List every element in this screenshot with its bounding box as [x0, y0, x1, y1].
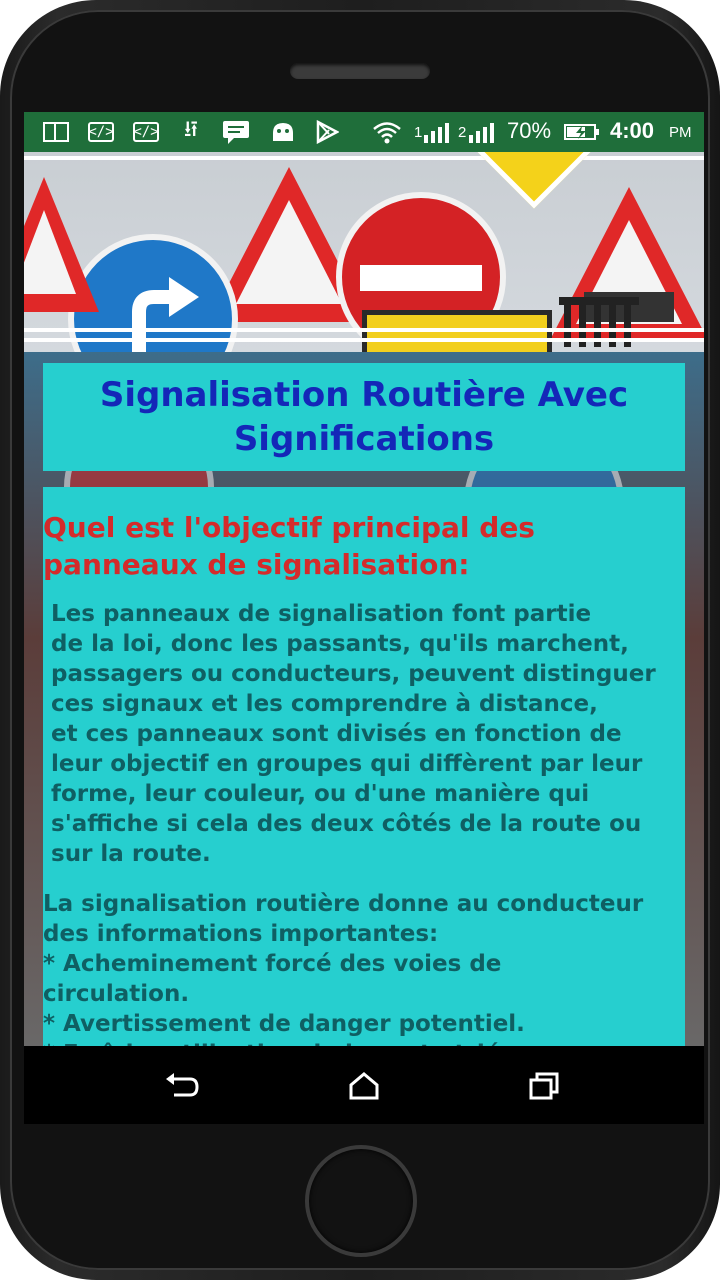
sim2-label: 2: [458, 124, 467, 141]
wifi-icon: [372, 120, 402, 144]
message-icon: [221, 120, 251, 144]
arrow-icon: [114, 272, 204, 362]
page-title: Signalisation Routière Avec Significations: [99, 375, 629, 459]
clock: 4:00: [610, 118, 655, 143]
back-icon[interactable]: [164, 1068, 200, 1104]
code-icon: </>: [88, 124, 114, 140]
sim1-label: 1: [414, 124, 423, 141]
status-bar: [24, 112, 704, 152]
question-heading: Quel est l'objectif principal des panneaux de signalisation:: [43, 511, 535, 581]
play-store-icon: [314, 120, 340, 144]
paragraph-info: La signalisation routière donne au conducteur des informations importantes: * Acheminement forcé des voies de circulation. * Avertissement de danger potentiel.: [43, 891, 644, 1037]
divider: [24, 156, 704, 160]
railway-crossing-gate-icon: [554, 292, 644, 352]
recents-icon[interactable]: [526, 1068, 562, 1104]
clock-ampm: PM: [669, 124, 692, 141]
code-icon: </>: [133, 124, 159, 140]
divider: [24, 328, 704, 332]
usb-icon: ⭿: [183, 118, 199, 143]
screen: [24, 112, 704, 1066]
battery-percentage: 70%: [507, 118, 552, 143]
signal-icon: [467, 120, 497, 144]
divider: [24, 338, 704, 342]
navigation-bar: [24, 1046, 704, 1124]
battery-charging-icon: [564, 120, 600, 144]
multi-window-icon: [42, 120, 70, 144]
no-entry-bar: [360, 265, 482, 291]
warning-triangle-sign-icon: [24, 172, 104, 322]
title-card: [43, 363, 685, 471]
signal-icon: [422, 120, 452, 144]
content-card[interactable]: [43, 487, 685, 1066]
android-icon: [270, 120, 296, 144]
home-icon[interactable]: [346, 1068, 382, 1104]
phone-home-button[interactable]: [305, 1145, 417, 1257]
phone-speaker: [290, 63, 430, 79]
paragraph-intro: Les panneaux de signalisation font partie de la loi, donc les passants, qu'ils marchent, passagers ou conducteurs, peuvent distinguer ces signaux et les comprendre à distance, et ces panneaux sont divisés en fonction de leur objectif en groupes qui diffèrent par leur forme, leur couleur, ou d'une manière qui s'affiche si cela des deux côtés de la route ou sur la route.: [51, 601, 656, 867]
